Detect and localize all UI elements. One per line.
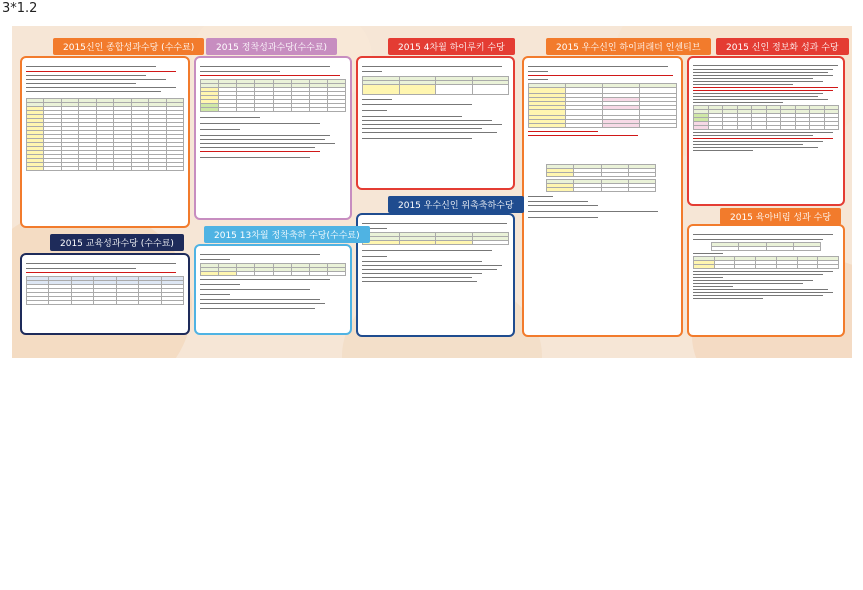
panel-title-rookie-fc: 2015 육아비림 성과 수당 [720, 208, 841, 225]
text-line [693, 78, 813, 79]
text-line [200, 66, 330, 67]
text-line [693, 239, 823, 240]
panel-comprehensive [20, 56, 190, 228]
panel-title-education: 2015 교육성과수당 (수수료) [50, 234, 184, 251]
text-line [26, 79, 166, 80]
panel-excellent [356, 213, 515, 337]
text-line [693, 271, 833, 272]
text-line [693, 234, 833, 235]
panel-title-comprehensive: 2015신인 종합성과수당 (수수료) [53, 38, 204, 55]
text-line [26, 268, 136, 269]
text-line [200, 279, 330, 280]
text-line [528, 196, 553, 197]
settlement-table [200, 79, 346, 112]
text-line [693, 298, 763, 299]
panel-title-hyper: 2015 우수신인 하이퍼래더 인센티브 [546, 38, 711, 55]
text-line [362, 99, 392, 100]
text-line [26, 263, 176, 264]
panel-title-excellent: 2015 우수신인 위촉축하수당 [388, 196, 524, 213]
text-line [26, 272, 176, 273]
text-line [528, 66, 668, 67]
text-line [693, 277, 723, 278]
text-line [362, 277, 472, 278]
text-line [200, 71, 280, 72]
text-line [362, 116, 462, 117]
text-line [200, 123, 320, 124]
text-line [26, 83, 136, 84]
text-line [693, 96, 818, 97]
text-line [200, 289, 310, 290]
text-line [362, 138, 472, 139]
text-line [200, 157, 310, 158]
text-line [528, 217, 598, 218]
text-line [200, 117, 260, 118]
text-line [693, 132, 833, 133]
informatization-table [693, 105, 839, 130]
text-line [528, 79, 548, 80]
text-line [693, 84, 793, 85]
text-line [200, 151, 320, 152]
text-line [693, 253, 723, 254]
text-line [26, 66, 156, 67]
hyper-table-2 [546, 164, 656, 177]
text-line [200, 254, 320, 255]
hyper-table-1 [528, 83, 677, 128]
text-line [200, 135, 330, 136]
panel-hyper [522, 56, 683, 337]
panel-title-month13: 2015 13차월 정착축하 수당(수수료) [204, 226, 370, 243]
text-line [362, 261, 482, 262]
excellent-table [362, 232, 509, 245]
text-line [693, 135, 813, 136]
panel-rookie-fc [687, 224, 845, 337]
text-line [362, 250, 492, 251]
text-line [693, 144, 803, 145]
text-line [528, 205, 598, 206]
panel-settlement [194, 56, 352, 220]
text-line [200, 294, 230, 295]
panel-month13 [194, 244, 352, 335]
month13-table [200, 263, 346, 276]
rookie-fc-table-1 [711, 242, 821, 251]
text-line [200, 75, 340, 76]
text-line [362, 104, 472, 105]
text-line [362, 71, 382, 72]
text-line [528, 71, 548, 72]
rate-table [26, 98, 184, 171]
text-line [693, 87, 838, 88]
text-line [693, 65, 838, 66]
text-line [200, 147, 315, 148]
text-line [362, 132, 497, 133]
text-line [362, 256, 387, 257]
text-line [26, 87, 176, 88]
text-line [693, 289, 828, 290]
panel-education [20, 253, 190, 335]
text-line [528, 201, 588, 202]
text-line [528, 75, 673, 76]
text-line [362, 110, 387, 111]
text-line [362, 120, 492, 121]
text-line [693, 150, 753, 151]
text-line [693, 274, 823, 275]
text-line [693, 99, 828, 100]
text-line [693, 295, 823, 296]
text-line [693, 102, 783, 103]
text-line [528, 131, 598, 132]
text-line [362, 223, 507, 224]
text-line [362, 269, 497, 270]
text-line [200, 303, 325, 304]
panel-title-settlement: 2015 정착성과수당(수수료) [206, 38, 337, 55]
text-line [693, 286, 733, 287]
text-line [200, 284, 240, 285]
text-line [200, 308, 315, 309]
text-line [26, 71, 176, 72]
text-line [693, 138, 833, 139]
text-line [362, 273, 482, 274]
panel-informatization [687, 56, 845, 206]
text-line [528, 211, 658, 212]
hi4-table [362, 76, 509, 95]
text-line [693, 90, 833, 91]
text-line [200, 129, 240, 130]
text-line [362, 265, 502, 266]
text-line [528, 135, 638, 136]
panel-title-informatization: 2015 신인 정보화 성과 수당 [716, 38, 849, 55]
text-line [362, 124, 502, 125]
text-line [693, 280, 813, 281]
text-line [200, 139, 325, 140]
page-label: 3*1.2 [2, 1, 38, 16]
text-line [693, 75, 833, 76]
text-line [693, 147, 818, 148]
text-line [693, 69, 833, 70]
hyper-table-3 [546, 179, 656, 192]
rookie-fc-table-2 [693, 256, 839, 269]
text-line [693, 72, 828, 73]
panel-title-hi4: 2015 4차월 하이루키 수당 [388, 38, 515, 55]
text-line [200, 259, 230, 260]
text-line [200, 299, 320, 300]
text-line [693, 81, 823, 82]
text-line [693, 283, 803, 284]
text-line [362, 128, 482, 129]
text-line [26, 91, 161, 92]
education-table [26, 276, 184, 305]
panel-hi4 [356, 56, 515, 190]
text-line [693, 141, 823, 142]
text-line [362, 66, 502, 67]
text-line [693, 93, 823, 94]
text-line [693, 292, 833, 293]
text-line [200, 143, 335, 144]
text-line [26, 75, 146, 76]
text-line [362, 281, 477, 282]
